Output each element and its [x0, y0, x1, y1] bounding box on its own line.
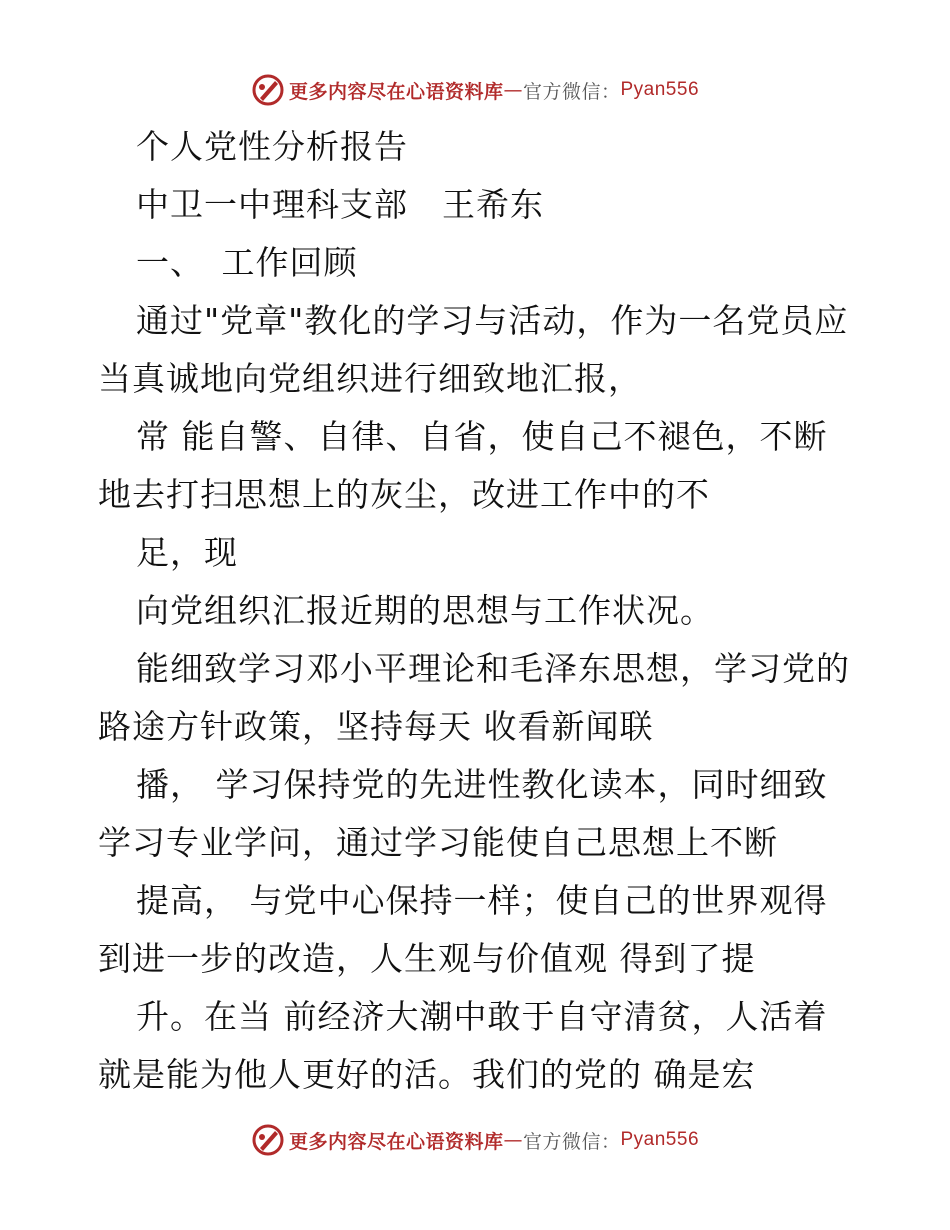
paragraph-line: 当真诚地向党组织进行细致地汇报，: [98, 359, 642, 398]
banner-separator: —: [503, 1129, 523, 1151]
wechat-id: Pyan556: [620, 1129, 700, 1150]
paragraph-line: 地去打扫思想上的灰尘，改进工作中的不: [98, 475, 710, 514]
section-heading: 一、 工作回顾: [136, 243, 358, 282]
paragraph-line: 足，现: [136, 533, 238, 572]
site-name: 更多内容尽在心语资料库: [288, 80, 504, 103]
paragraph-line: 常 能自警、自律、自省，使自己不褪色，不断: [136, 417, 828, 456]
banner-separator: —: [503, 79, 523, 101]
paragraph-line: 通过"党章"教化的学习与活动，作为一名党员应: [136, 301, 849, 340]
paragraph-line: 就是能为他人更好的活。我们的党的 确是宏: [98, 1055, 756, 1094]
wechat-label: 官方微信：: [522, 80, 621, 103]
paragraph-line: 学习专业学问，通过学习能使自己思想上不断: [98, 823, 778, 862]
paragraph-line: 到进一步的改造，人生观与价值观 得到了提: [98, 939, 756, 978]
paragraph-line: 路途方针政策，坚持每天 收看新闻联: [98, 707, 654, 746]
paragraph-line: 播， 学习保持党的先进性教化读本，同时细致: [136, 765, 828, 804]
doc-title: 个人党性分析报告: [136, 127, 408, 166]
paragraph-line: 向党组织汇报近期的思想与工作状况。: [136, 591, 714, 630]
paragraph-line: 升。在当 前经济大潮中敢于自守清贫，人活着: [136, 997, 828, 1036]
footer-watermark-banner: [0, 1120, 950, 1160]
paragraph-line: 提高， 与党中心保持一样；使自己的世界观得: [136, 881, 828, 920]
wechat-label: 官方微信：: [522, 1130, 621, 1153]
paragraph-line: 能细致学习邓小平理论和毛泽东思想，学习党的: [136, 649, 850, 688]
site-name: 更多内容尽在心语资料库: [288, 1130, 504, 1153]
doc-author: 中卫一中理科支部 王希东: [136, 185, 544, 224]
wechat-id: Pyan556: [620, 79, 700, 100]
pen-seal-icon: [251, 1123, 285, 1157]
